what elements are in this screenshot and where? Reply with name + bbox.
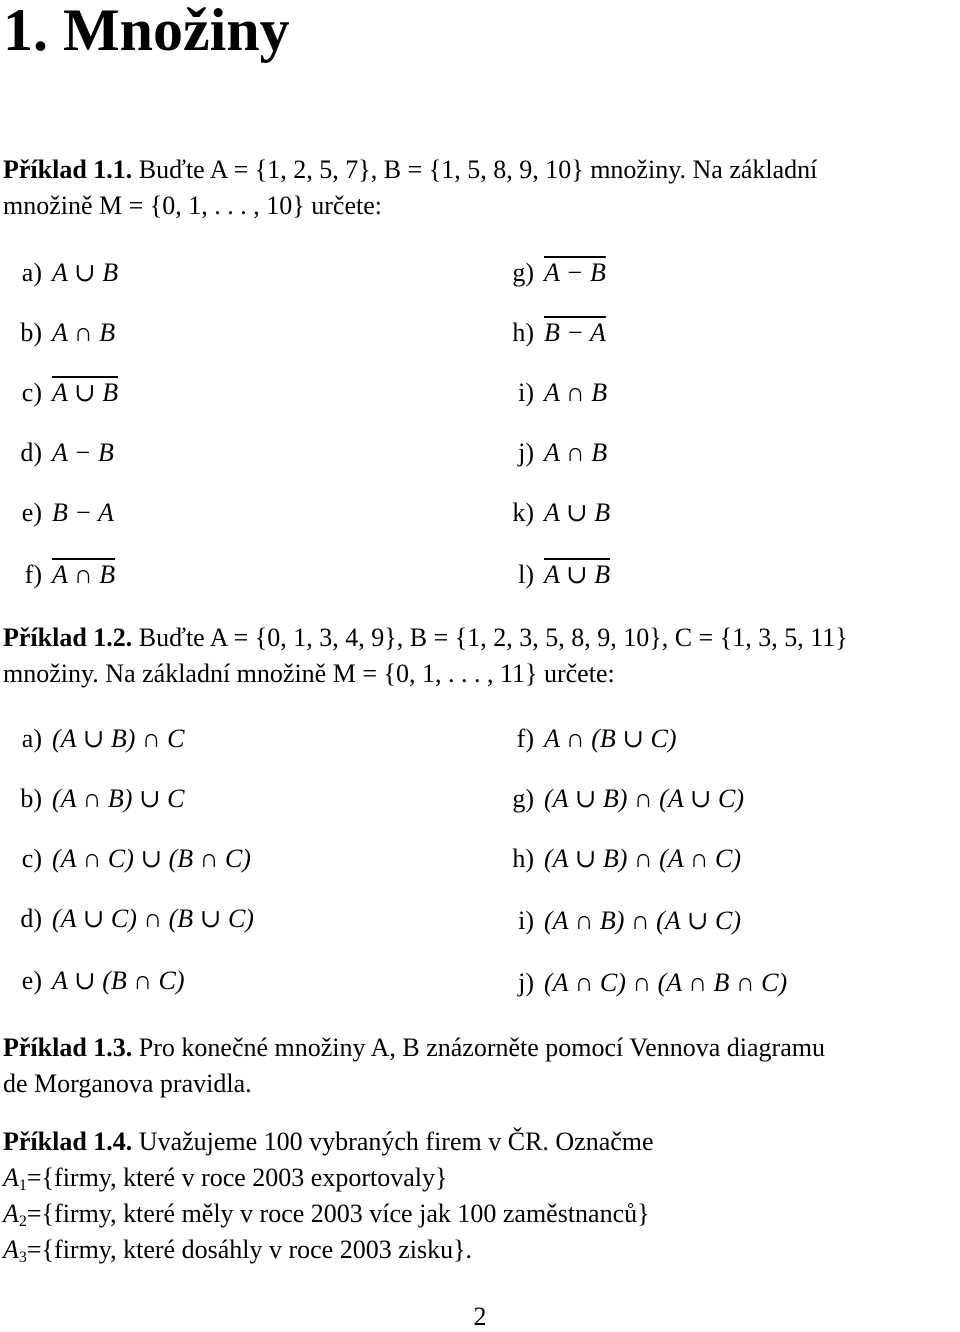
ex2-item-f: f) A ∩ (B ∪ C) — [516, 724, 677, 753]
set-a2-definition: $A_2=\{firmy$, které měly v roce 2003 více jak 100 zaměstnanců} — [3, 1199, 650, 1230]
example-1-3-text: Pro konečné množiny A, B znázorněte pomocí Vennova diagramu — [138, 1033, 825, 1062]
ex1-item-i: i) A ∩ B — [518, 378, 608, 407]
chapter-title: 1. Množiny — [3, 0, 290, 63]
ex1-item-c: c) A ∪ B — [21, 378, 119, 407]
ex1-item-k: k) A ∪ B — [512, 498, 611, 527]
example-1-3-line1 — [3, 1032, 825, 1063]
ex1-item-j: j) A ∩ B — [518, 438, 608, 467]
ex2-item-e: e) A ∪ (B ∩ C) — [21, 966, 185, 995]
page-number: 2 — [473, 1302, 487, 1331]
set-a3-definition: $A_3=\{firmy$, které dosáhly v roce 2003 zisku}. — [3, 1235, 473, 1266]
ex2-item-a: a) (A ∪ B) ∩ C — [21, 724, 185, 753]
ex2-item-h: h) (A ∪ B) ∩ (A ∩ C) — [512, 844, 742, 873]
ex1-item-h: h) B − A — [512, 318, 606, 347]
ex1-item-a: a) A ∪ B — [21, 258, 119, 287]
example-1-2-line1 — [3, 622, 848, 653]
ex2-item-b: b) (A ∩ B) ∪ C — [20, 784, 185, 813]
example-1-3-heading: Příklad 1.3. — [3, 1033, 133, 1062]
example-1-1-line1 — [3, 154, 817, 185]
ex1-item-f: f) A ∩ B — [24, 560, 116, 589]
example-1-4-text: Uvažujeme 100 vybraných firem v ČR. Označme — [138, 1127, 654, 1156]
example-1-4-heading: Příklad 1.4. — [3, 1127, 133, 1156]
ex1-item-b: b) A ∩ B — [20, 318, 116, 347]
example-1-1-line2: množině M = {0, 1, . . . , 10} určete: — [3, 191, 382, 220]
ex2-item-d: d) (A ∪ C) ∩ (B ∪ C) — [20, 904, 254, 933]
example-1-1-heading: Příklad 1.1. — [3, 155, 133, 184]
example-1-4-line1 — [3, 1126, 654, 1157]
ex1-item-l: l) A ∪ B — [518, 560, 611, 589]
example-1-3-line2: de Morganova pravidla. — [3, 1069, 252, 1098]
example-1-1-text: Buďte A = {1, 2, 5, 7}, B = {1, 5, 8, 9, 10} množiny. Na základní — [138, 155, 818, 184]
ex1-item-g: g) A − B — [512, 258, 606, 287]
example-1-2-heading: Příklad 1.2. — [3, 623, 133, 652]
ex1-item-d: d) A − B — [20, 438, 114, 467]
ex2-item-g: g) (A ∪ B) ∩ (A ∪ C) — [512, 784, 745, 813]
ex2-item-i: i) (A ∩ B) ∩ (A ∪ C) — [518, 906, 742, 935]
example-1-2-text: Buďte A = {0, 1, 3, 4, 9}, B = {1, 2, 3, 5, 8, 9, 10}, C = {1, 3, 5, 11} — [138, 623, 848, 652]
ex1-item-e: e) B − A — [21, 498, 114, 527]
set-a1-definition: $A_1=\{firmy$, které v roce 2003 exportovaly} — [3, 1163, 448, 1194]
ex2-item-c: c) (A ∩ C) ∪ (B ∩ C) — [21, 844, 251, 873]
example-1-2-line2: množiny. Na základní množině M = {0, 1, . . . , 11} určete: — [3, 659, 615, 688]
ex2-item-j: j) (A ∩ C) ∩ (A ∩ B ∩ C) — [518, 968, 788, 997]
